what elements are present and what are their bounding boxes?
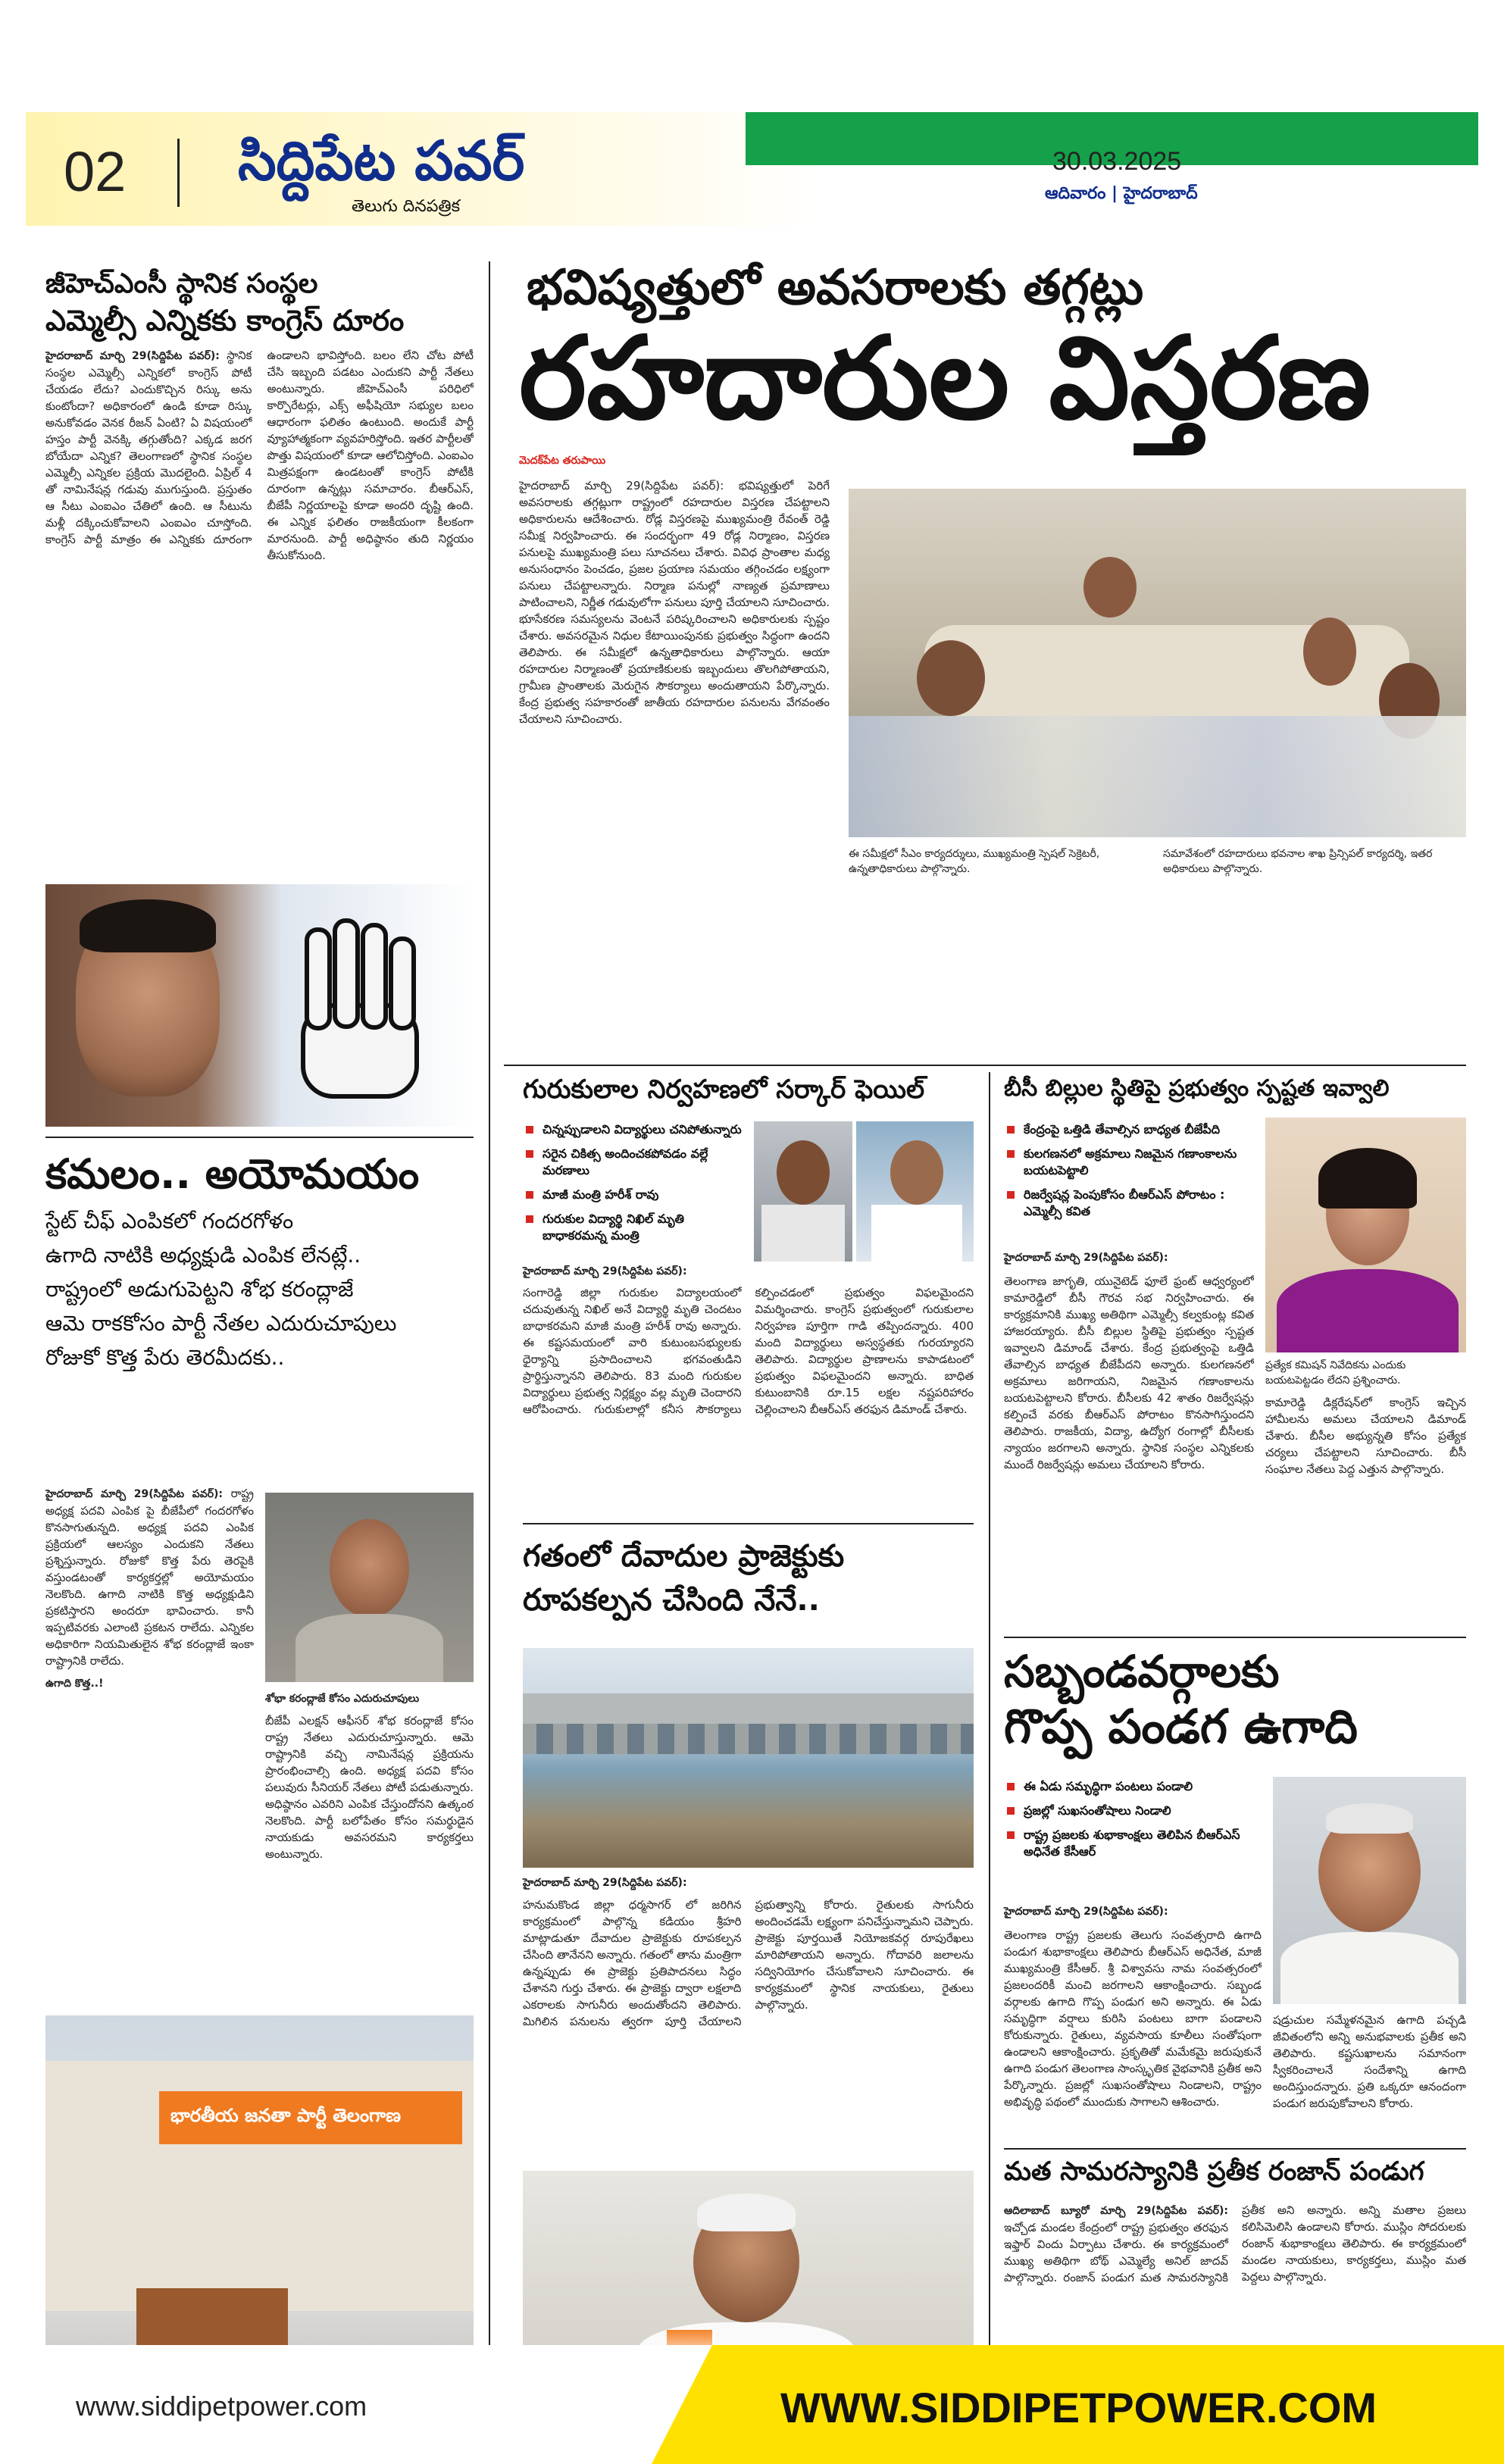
left-mid-body: [45, 1485, 254, 2000]
main-reporter: మెదక్‌పేట తరుపాయి: [519, 455, 606, 467]
bc-bullet: కులగణనలో అక్రమాలు నిజమైన గణాంకాలను బయటపెట్టాలి: [1004, 1146, 1254, 1179]
main-caption-left: ఈ సమీక్షలో సీఎం కార్యదర్శులు, ముఖ్యమంత్రి స్పెషల్ సెక్రెటరీ, ఉన్నతాధికారులు పాల్గొన్నారు.: [849, 848, 1100, 875]
kavitha-photo-caption: ప్రత్యేక కమిషన్ నివేదికను ఎందుకు బయటపెట్టడం లేదని ప్రశ్నించారు.: [1265, 1359, 1406, 1387]
shobha-face: [330, 1519, 409, 1618]
left-column-rule: [489, 261, 490, 2398]
gurukul-bullet: గురుకుల విద్యార్థి నిఖిల్ మృతి బాధాకరమన్న మంత్రి: [523, 1211, 743, 1244]
kcr-photo: [1273, 1777, 1466, 2004]
page-number: 02: [64, 140, 127, 203]
left-mid-lines: [45, 1210, 474, 1369]
kcr-shirt: [1280, 1932, 1459, 2004]
issue-day-city: ఆదివారం | హైదరాబాద్: [1045, 184, 1198, 203]
shobha-photo-caption: శోభా కరంద్లాజే కోసం ఎదురుచూపులు: [265, 1693, 420, 1705]
shobha-photo: [265, 1493, 474, 1682]
kadiyam-hair: [697, 2194, 796, 2231]
left-top-dateline: హైదరాబాద్ మార్చి 29(సిద్దిపేట పవర్):: [45, 350, 220, 363]
student-face: [777, 1140, 830, 1205]
left-mid-line: ఆమె రాకకోసం పార్టీ నేతల ఎదురుచూపులు: [45, 1310, 397, 1336]
left-top-text: స్థానిక సంస్థల ఎమ్మెల్సీ ఎన్నికలో కాంగ్రెస్ పోటీ చేయడం లేదు? ఎందుకొచ్చిన రిస్కు అను కుంటోందా? అధికారంలో ఉండి కూడా రిస్కు అనుకోవడం వెనక రీజన్ ఏంటి? ఏ విషయంలో హస్తం పార్టీ వెనక్కి తగ్గుతోంది? ఎక్కడ జరగ బోయేదా ఎన్నిక? తెలంగాణలో స్థానిక సంస్థల ఎమ్మెల్సీ ఎన్నికల ప్రక్రియ మొదలైంది. ఏప్రిల్ 4 తో నామినేషన్ల గడువు ముగుస్తుంది. ప్రస్తుతం ఆ సీటు ఎంఐఎం చేతిలో ఉంది. ఆ సీటును మళ్లీ దక్కించుకోవాలని ఎంఐఎం చూస్తోంది. కాంగ్రెస్ పార్టీ మాత్రం ఈ ఎన్నికకు దూరంగా ఉండాలని భావిస్తోంది. బలం లేని చోట పోటీ చేసి ఇబ్బంది పడటం ఎందుకని పార్టీ నేతలు అంటున్నారు. జీహెచ్ఎంసీ పరిధిలో కార్పొరేటర్లు, ఎక్స్ అఫీషియో సభ్యుల బలం ఆధారంగా ఫలితం ఉంటుంది. అందుకే పార్టీ వ్యూహాత్మకంగా వ్యవహరిస్తోంది. ఇతర పార్టీలతో పొత్తు విషయంలో కూడా ఆలోచిస్తోంది. ఎంఐఎం మిత్రపక్షంగా ఉండటంతో కాంగ్రెస్ పోటీకి దూరంగా ఉన్నట్లు సమాచారం. బీఆర్ఎస్, బీజేపీ నిర్ణయాలపై కూడా అందరి దృష్టి ఉంది. ఈ ఎన్నిక ఫలితం రాజకీయంగా కీలకంగా మారనుంది. పార్టీ అధిష్ఠానం తుది నిర్ణయం తీసుకోనుంది.: [45, 349, 474, 563]
meeting-shirts: [849, 716, 1466, 837]
meeting-person: [917, 640, 985, 716]
left-mid-title: కమలం.. అయోమయం: [45, 1150, 420, 1198]
footer-website-large[interactable]: WWW.SIDDIPETPOWER.COM: [780, 2384, 1377, 2431]
left-mid-story: [45, 1152, 474, 2402]
devadula-title: గతంలో దేవాదుల ప్రాజెక్టుకు రూపకల్పన చేసింది నేనే..: [523, 1539, 845, 1618]
left-mid-subhead: ఉగాది కొత్త..!: [45, 1678, 104, 1690]
gurukul-title: గురుకులాల నిర్వహణలో సర్కార్ ఫెయిల్: [523, 1074, 925, 1105]
meeting-person: [1083, 557, 1137, 618]
left-mid-text: రాష్ట్ర అధ్యక్ష పదవి ఎంపిక పై బీజేపీలో గందరగోళం కొనసాగుతున్నది. అధ్యక్ష పదవి ఎంపిక ప్రక్రియలో ఆలస్యం ఎందుకని నేతలు ప్రశ్నిస్తున్నారు. రోజుకో కొత్త పేరు తెరపైకి వస్తుండటంతో కార్యకర్తల్లో అయోమయం నెలకొంది. ఉగాది నాటికి కొత్త అధ్యక్షుడిని ప్రకటిస్తారని అందరూ భావించారు. కానీ ఇప్పటివరకు ఎలాంటి ప్రకటన రాలేదు. ఎన్నికల అధికారిగా నియమితులైన శోభ కరంద్లాజే ఇంకా రాష్ట్రానికి రాలేదు.: [45, 1487, 254, 1668]
footer-website-small[interactable]: www.siddipetpower.com: [76, 2391, 367, 2422]
ramzan-title: మత సామరస్యానికి ప్రతీక రంజాన్ పండుగ: [1004, 2156, 1424, 2187]
ugadi-body-2: షడ్రుచుల సమ్మేళనమైన ఉగాది పచ్చడి జీవితంలోని అన్ని అనుభవాలకు ప్రతీక అని తెలిపారు. కష్టసుఖాలను సమానంగా స్వీకరించాలనే సందేశాన్ని ఉగాది అందిస్తుందన్నారు. ప్రతి ఒక్కరూ ఆనందంగా పండుగ జరుపుకోవాలని కోరారు.: [1273, 2013, 1466, 2110]
paper-name: సిద్దిపేట పవర్: [238, 129, 525, 192]
ugadi-bullet: రాష్ట్ర ప్రజలకు శుభాకాంక్షలు తెలిపిన బీఆర్ఎస్ అధినేత కేసీఆర్: [1004, 1827, 1262, 1860]
main-meeting-photo: [849, 489, 1466, 837]
kcr-hair: [1326, 1803, 1413, 1834]
devadula-body: హనుమకొండ జిల్లా ధర్మసాగర్ లో జరిగిన కార్యక్రమంలో పాల్గొన్న కడియం శ్రీహరి మాట్లాడుతూ దేవాదుల ప్రాజెక్టుకు రూపకల్పన చేసింది తానేనని అన్నారు. గతంలో తాను మంత్రిగా ఉన్నప్పుడు ఈ ప్రాజెక్టు ప్రతిపాదనలు సిద్ధం చేశానని గుర్తు చేశారు. ఈ ప్రాజెక్టు ద్వారా లక్షలాది ఎకరాలకు సాగునీరు అందుతోందని తెలిపారు. మిగిలిన పనులను త్వరగా పూర్తి చేయాలని ప్రభుత్వాన్ని కోరారు. రైతులకు సాగునీరు అందించడమే లక్ష్యంగా పనిచేస్తున్నామని చెప్పారు. ప్రాజెక్టు పూర్తయితే నియోజకవర్గ రూపురేఖలు మారిపోతాయని అన్నారు. గోదావరి జలాలను సద్వినియోగం చేసుకోవాలని సూచించారు. ఈ కార్యక్రమంలో స్థానిక నాయకులు, రైతులు పాల్గొన్నారు.: [523, 1898, 974, 2028]
gurukul-bullets: [523, 1121, 743, 1252]
harish-shirt: [871, 1205, 962, 1262]
gurukul-bullet: సరైన చికిత్స అందించకపోవడం వల్లే మరణాలు: [523, 1146, 743, 1179]
left-mid-line: స్టేట్ చీఫ్ ఎంపికలో గందరగోళం: [45, 1209, 294, 1234]
gurukul-bullet: చిన్నప్పుడాలని విద్యార్థులు చనిపోతున్నారు: [523, 1121, 743, 1138]
left-mid-line: రాష్ట్రంలో అడుగుపెట్టని శోభ కరంద్లాజే: [45, 1276, 354, 1302]
issue-date: 30.03.2025: [1052, 147, 1182, 176]
gurukul-dateline: హైదరాబాద్ మార్చి 29(సిద్దిపేట పవర్):: [523, 1265, 687, 1277]
main-body: హైదరాబాద్‌ మార్చి 29(సిద్దిపేట పవర్‌): భవిష్యత్తులో పెరిగే అవసరాలకు తగ్గట్లుగా రాష్ట్రంలో రహదారుల విస్తరణ చేపట్టాలని అధికారులను ఆదేశించారు. రోడ్ల విస్తరణపై ముఖ్యమంత్రి రేవంత్‌ రెడ్డి సమీక్ష నిర్వహించారు. ఈ సందర్భంగా 49 రోడ్ల నిర్మాణం, విస్తరణ పనులపై ముఖ్యమంత్రి పలు సూచనలు చేశారు. వివిధ ప్రాంతాల మధ్య అనుసంధానం పెంచడం, ప్రజల ప్రయాణ సమయం తగ్గించడం లక్ష్యంగా పనులు చేపట్టాలన్నారు. నిర్మాణ పనుల్లో నాణ్యత ప్రమాణాలు పాటించాలని, నిర్ణీత గడువులోగా పనులు పూర్తి చేయాలని సూచించారు. భూసేకరణ సమస్యలను వెంటనే పరిష్కరించాలని అధికారులకు స్పష్టం చేశారు. అవసరమైన నిధుల కేటాయింపునకు ప్రభుత్వం సిద్ధంగా ఉందని తెలిపారు. ఈ సమీక్షలో ఉన్నతాధికారులు పాల్గొన్నారు. ఆయా రహదారుల నిర్మాణంతో ప్రయాణికులకు ఇబ్బందులు తొలగిపోతాయని, గ్రామీణ ప్రాంతాలకు మెరుగైన సౌకర్యాలు అందుతాయని పేర్కొన్నారు. కేంద్ర ప్రభుత్వ సహకారంతో జాతీయ రహదారుల పనులను వేగవంతం చేయాలని సూచించారు.: [519, 479, 830, 726]
kavitha-saree: [1277, 1269, 1459, 1352]
main-title: రహదారుల విస్తరణ: [519, 313, 1371, 445]
portrait-hair: [80, 899, 216, 952]
devadula-story: [523, 1534, 974, 2398]
ugadi-title-2: గొప్ప పండగ ఉగాది: [1004, 1698, 1358, 1754]
left-top-bottom-rule: [45, 1137, 474, 1138]
gurukul-body: సంగారెడ్డి జిల్లా గురుకుల విద్యాలయంలో చదువుతున్న నిఖిల్ అనే విద్యార్థి మృతి చెందటం బాధాకరమని మాజీ మంత్రి హరీశ్ రావు అన్నారు. ఈ కష్టసమయంలో వారి కుటుంబసభ్యులకు ధైర్యాన్ని ప్రసాదించాలని భగవంతుడిని ప్రార్థిస్తున్నానని తెలిపారు. 83 మంది గురుకుల విద్యార్థులు ప్రభుత్వ నిర్లక్ష్యం వల్ల మృతి చెందారని ఆరోపించారు. గురుకులాల్లో కనీస సౌకర్యాలు కల్పించడంలో ప్రభుత్వం విఫలమైందని విమర్శించారు. కాంగ్రెస్ ప్రభుత్వంలో గురుకులాల నిర్వహణ పూర్తిగా గాడి తప్పిందన్నారు. 400 మంది విద్యార్థులు అస్వస్థతకు గురయ్యారని తెలిపారు. విద్యార్థుల ప్రాణాలను కాపాడటంలో ప్రభుత్వం విఫలమైందని అన్నారు. బాధిత కుటుంబానికి రూ.15 లక్షల నష్టపరిహారం చెల్లించాలని బీఆర్ఎస్ తరఫున డిమాండ్ చేశారు.: [523, 1286, 974, 1416]
left-top-kicker: జీహెచ్ఎంసీ స్థానిక సంస్థల: [45, 268, 318, 299]
left-mid-line: ఉగాది నాటికి అధ్యక్షుడి ఎంపిక లేనట్లే..: [45, 1243, 361, 1268]
masthead-divider: [177, 139, 180, 207]
gurukul-bottom-rule: [523, 1523, 974, 1524]
left-top-photo: [45, 884, 474, 1127]
dam-structure: [523, 1693, 974, 1724]
left-top-body: [45, 347, 474, 809]
masthead: [26, 112, 1478, 226]
paper-tagline: తెలుగు దినపత్రిక: [352, 197, 461, 216]
gurukul-photo-harish: [856, 1121, 974, 1262]
left-mid-dateline: హైదరాబాద్ మార్చి 29(సిద్దిపేట పవర్):: [45, 1488, 224, 1500]
ugadi-dateline: హైదరాబాద్ మార్చి 29(సిద్దిపేట పవర్):: [1004, 1906, 1168, 1918]
congress-hand-icon: [273, 915, 447, 1112]
bc-body-2: కామారెడ్డి డిక్లరేషన్‌లో కాంగ్రెస్ ఇచ్చిన హామీలను అమలు చేయాలని డిమాండ్ చేశారు. బీసీల అభ్యున్నతి కోసం ప్రత్యేక చర్యలు చేపట్టాలని సూచించారు. బీసీ సంఘాల నేతలు పెద్ద ఎత్తున పాల్గొన్నారు.: [1265, 1396, 1466, 1476]
bjp-banner-text: భారతీయ జనతా పార్టీ తెలంగాణ: [170, 2105, 402, 2126]
main-story: [504, 261, 1466, 1068]
ramzan-dateline: ఆదిలాబాద్ బ్యూరో మార్చి 29(సిద్దిపేట పవర్):: [1004, 2205, 1228, 2217]
ugadi-bullets: [1004, 1778, 1262, 1868]
ugadi-bullet: ప్రజల్లో సుఖసంతోషాలు నిండాలి: [1004, 1803, 1262, 1819]
left-mid-line: రోజుకో కొత్త పేరు తెరమీదకు..: [45, 1344, 285, 1370]
ugadi-story: [1004, 1648, 1466, 2140]
kavitha-photo: [1265, 1118, 1466, 1352]
mid-column-rule: [989, 1072, 990, 2398]
left-top-title: ఎమ్మెల్సీ ఎన్నికకు కాంగ్రెస్ దూరం: [45, 303, 405, 337]
bc-bullets: [1004, 1121, 1254, 1227]
bc-bullet: రిజర్వేషన్ల పెంపుకోసం బీఆర్ఎస్ పోరాటం : ఎమ్మెల్సీ కవిత: [1004, 1187, 1254, 1220]
bc-body: తెలంగాణ జాగృతి, యునైటెడ్ ఫూలే ఫ్రంట్ ఆధ్వర్యంలో కామారెడ్డిలో బీసీ గౌరవ సభ నిర్వహించారు. ఈ కార్యక్రమానికి ముఖ్య అతిథిగా ఎమ్మెల్సీ కల్వకుంట్ల కవిత హాజరయ్యారు. బీసీ బిల్లుల స్థితిపై ప్రభుత్వం స్పష్టత ఇవ్వాలని డిమాండ్ చేశారు. కేంద్ర ప్రభుత్వంపై ఒత్తిడి తేవాల్సిన బాధ్యత బీజేపీదని అన్నారు. కులగణనలో అక్రమాలు జరిగాయని, నిజమైన గణాంకాలను బయటపెట్టాలని కోరారు. బీసీలకు 42 శాతం రిజర్వేషన్లు కల్పించే వరకు బీఆర్ఎస్ పోరాటం కొనసాగిస్తుందని తెలిపారు. రాజకీయ, విద్యా, ఉద్యోగ రంగాల్లో బీసీలకు న్యాయం జరగాలని అన్నారు. స్థానిక సంస్థల ఎన్నికలకు ముందే రిజర్వేషన్లు అమలు చేయాలని కోరారు.: [1004, 1274, 1254, 1471]
student-shirt: [761, 1205, 845, 1262]
left-top-story: [45, 269, 474, 1133]
footer: [0, 2345, 1504, 2464]
main-bottom-rule: [504, 1065, 1466, 1066]
ugadi-bullet: ఈ ఏడు సమృద్ధిగా పంటలు పండాలి: [1004, 1778, 1262, 1795]
devadula-dam-photo: [523, 1648, 974, 1868]
bc-bullet: కేంద్రంపై ఒత్తిడి తేవాల్సిన బాధ్యత బీజేపీది: [1004, 1121, 1254, 1138]
bc-title: బీసీ బిల్లుల స్థితిపై ప్రభుత్వం స్పష్టత ఇవ్వాలి: [1004, 1075, 1390, 1102]
main-caption-right: సమావేశంలో రహదారులు భవనాల శాఖ ప్రిన్సిపల్ కార్యదర్శి, ఇతర అధికారులు పాల్గొన్నారు.: [1163, 848, 1433, 875]
bc-dateline: హైదరాబాద్ మార్చి 29(సిద్దిపేట పవర్):: [1004, 1252, 1168, 1264]
main-kicker: భవిష్యత్తులో అవసరాలకు తగ్గట్లు: [527, 260, 1144, 316]
ugadi-title-1: సబ్బండవర్గాలకు: [1004, 1646, 1280, 1697]
gurukul-bullet: మాజీ మంత్రి హరీశ్ రావు: [523, 1187, 743, 1203]
dam-pillars: [523, 1724, 974, 1754]
shobha-saree: [295, 1614, 443, 1682]
bc-story: [1004, 1076, 1466, 1637]
ramzan-text: ఇచ్చోడ మండల కేంద్రంలో రాష్ట్ర ప్రభుత్వం తరఫున ఇఫ్తార్ విందు ఏర్పాటు చేశారు. ఈ కార్యక్రమంలో ముఖ్య అతిథిగా బోథ్ ఎమ్మెల్యే అనిల్ జాదవ్ పాల్గొన్నారు. రంజాన్ పండుగ మత సామరస్యానికి ప్రతీక అని అన్నారు. అన్ని మతాల ప్రజలు కలిసిమెలిసి ఉండాలని కోరారు. ముస్లిం సోదరులకు రంజాన్ శుభాకాంక్షలు తెలిపారు. ఈ కార్యక్రమంలో మండల నాయకులు, కార్యకర్తలు, ముస్లిం మత పెద్దలు పాల్గొన్నారు.: [1004, 2203, 1466, 2284]
gurukul-photo-student: [754, 1121, 852, 1262]
footer-slant: [652, 2345, 712, 2464]
bjp-office-photo: [45, 2015, 474, 2402]
gurukul-story: [523, 1076, 974, 1523]
bc-bottom-rule: [1004, 1637, 1466, 1638]
harish-face: [890, 1140, 943, 1205]
ugadi-bottom-rule: [1004, 2148, 1466, 2150]
ugadi-body: తెలంగాణ రాష్ట్ర ప్రజలకు తెలుగు సంవత్సరాది ఉగాది పండుగ శుభాకాంక్షలు తెలిపారు బీఆర్ఎస్ అధినేత, మాజీ ముఖ్యమంత్రి కేసీఆర్. శ్రీ విశ్వావసు నామ సంవత్సరంలో ప్రజలందరికీ మంచి జరగాలని ఆకాంక్షించారు. సబ్బండ వర్గాలకు ఉగాది గొప్ప పండుగ అని అన్నారు. ఈ ఏడు సమృద్ధిగా వర్షాలు కురిసి పంటలు బాగా పండాలని కోరుకున్నారు. రైతులు, వ్యవసాయ కూలీలు సంతోషంగా ఉండాలని ఆకాంక్షించారు. ప్రకృతితో మమేకమై జరుపుకునే ఉగాది పండుగ తెలంగాణ సాంస్కృతిక వైభవానికి ప్రతీక అని పేర్కొన్నారు. ప్రజల్లో సుఖసంతోషాలు నిండాలని, రాష్ట్రం అభివృద్ధి పథంలో ముందుకు సాగాలని ఆశించారు.: [1004, 1928, 1262, 2109]
devadula-dateline: హైదరాబాద్ మార్చి 29(సిద్దిపేట పవర్):: [523, 1877, 687, 1889]
left-mid-body-2: బీజేపీ ఎలక్షన్ ఆఫీసర్ శోభ కరంద్లాజే కోసం రాష్ట్ర నేతలు ఎదురుచూస్తున్నారు. ఆమె రాష్ట్రానికి వచ్చి నామినేషన్ల ప్రక్రియను ప్రారంభించాల్సి ఉంది. అధ్యక్ష పదవి కోసం పలువురు సీనియర్ నేతలు పోటీ పడుతున్నారు. అధిష్ఠానం ఎవరిని ఎంపిక చేస్తుందోనని ఉత్కంఠ నెలకొంది. పార్టీ బలోపేతం కోసం సమర్థుడైన నాయకుడు అవసరమని కార్యకర్తలు అంటున్నారు.: [265, 1714, 474, 1861]
meeting-person: [1303, 618, 1356, 686]
kavitha-hair: [1318, 1148, 1417, 1209]
